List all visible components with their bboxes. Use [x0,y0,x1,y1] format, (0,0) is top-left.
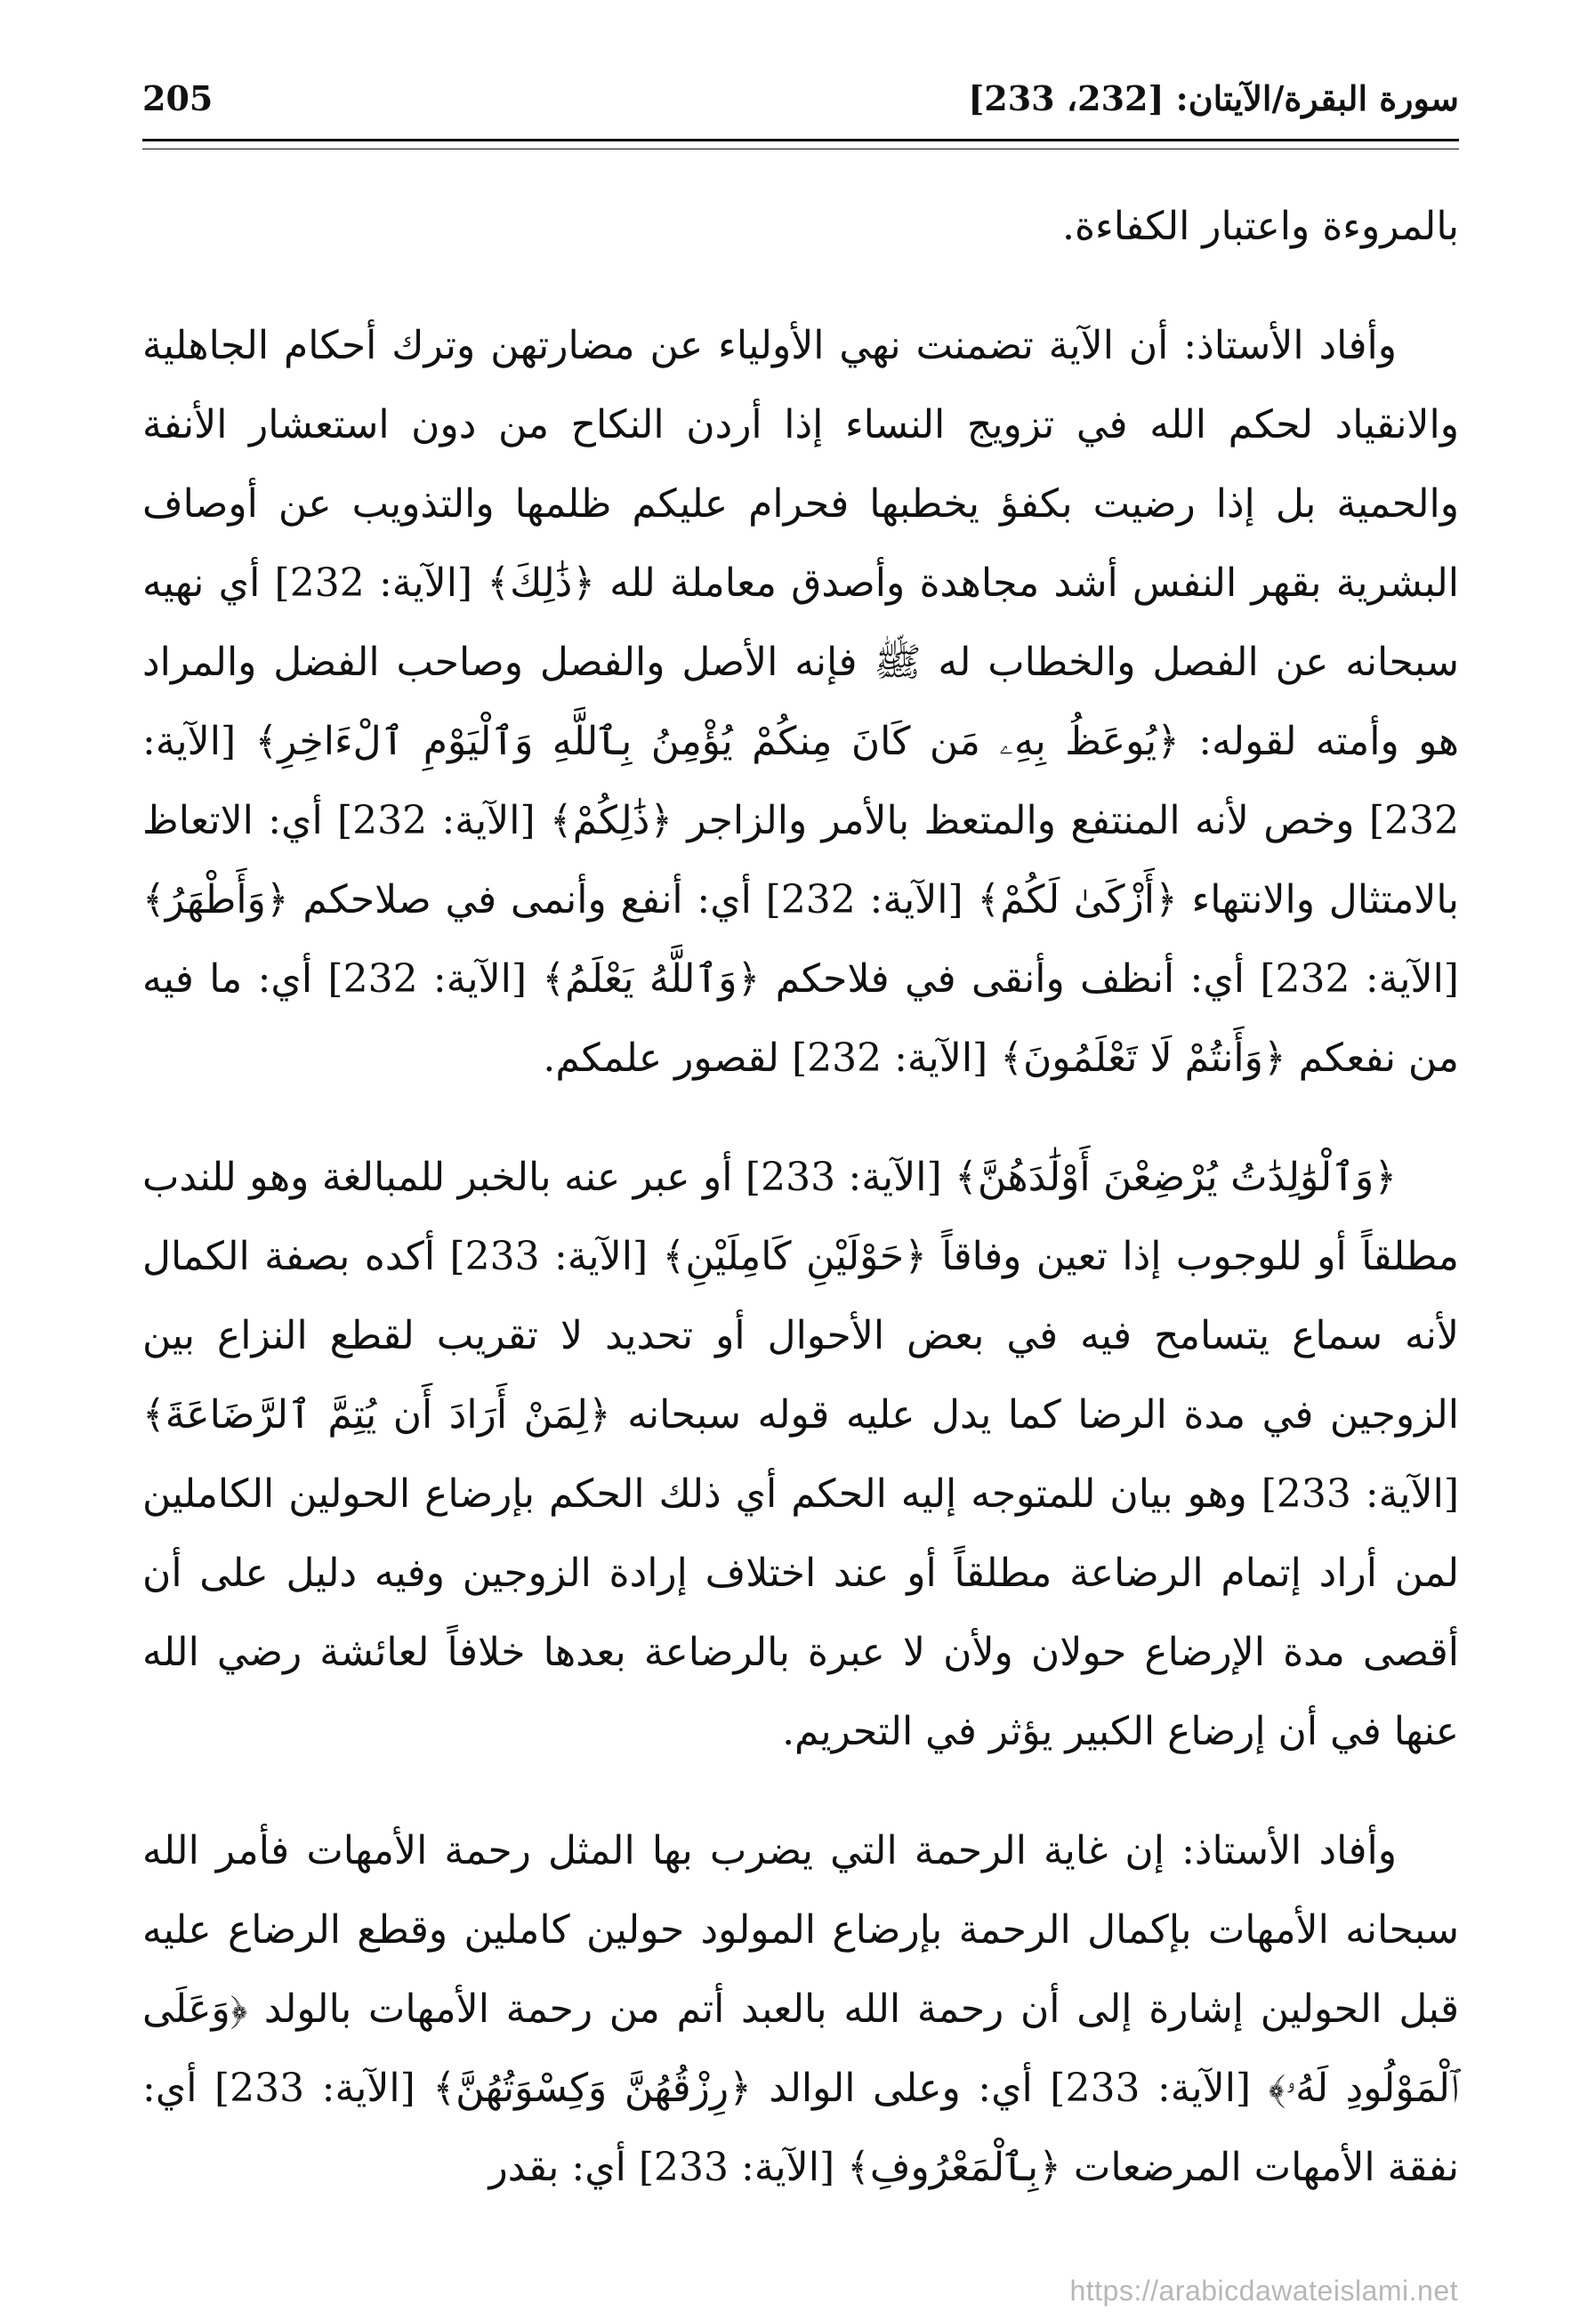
header-divider [142,139,1459,149]
page-header [142,62,1459,125]
page-number: 205 [142,78,214,118]
watermark-url: https://arabicdawateislami.net [1069,2275,1458,2307]
paragraph-3: ﴿وَٱلْوَٰلِدَٰتُ يُرْضِعْنَ أَوْلَٰدَهُنَّ﴾ [الآية: 233] أو عبر عنه بالخبر للمبالغة وهو للندب مطلقاً أو للوجوب إذا تعين وفاقاً ﴿حَوْلَيْنِ كَامِلَيْنِ﴾ [الآية: 233] أكده بصفة الكمال لأنه سماع يتسامح فيه في بعض الأحوال أو تحديد لا تقريب لقطع النزاع بين الزوجين في مدة الرضا كما يدل عليه قوله سبحانه ﴿لِمَنْ أَرَادَ أَن يُتِمَّ ٱلرَّضَاعَةَ﴾ [الآية: 233] وهو بيان للمتوجه إليه الحكم أي ذلك الحكم بإرضاع الحولين الكاملين لمن أراد إتمام الرضاعة مطلقاً أو عند اختلاف إرادة الزوجين وفيه دليل على أن أقصى مدة الإرضاع حولان ولأن لا عبرة بالرضاعة بعدها خلافاً لعائشة رضي الله عنها في أن إرضاع الكبير يؤثر في التحريم. [142,1155,1459,1754]
running-title: سورة البقرة/الآيتان: [232، 233] [968,78,1459,118]
page-content [142,187,1459,2207]
book-page [142,62,1459,2268]
paragraph-1: بالمروءة واعتبار الكفاءة. [1062,204,1459,249]
paragraph-4: وأفاد الأستاذ: إن غاية الرحمة التي يضرب بها المثل رحمة الأمهات فأمر الله سبحانه الأمهات بإكمال الرحمة بإرضاع المولود حولين كاملين وقطع الرضاع عليه قبل الحولين إشارة إلى أن رحمة الله بالعبد أتم من رحمة الأمهات بالولد ﴿وَعَلَى ٱلْمَوْلُودِ لَهُۥ﴾ [الآية: 233] أي: وعلى الوالد ﴿رِزْقُهُنَّ وَكِسْوَتُهُنَّ﴾ [الآية: 233] أي: نفقة الأمهات المرضعات ﴿بِٱلْمَعْرُوفِ﴾ [الآية: 233] أي: بقدر [142,1828,1459,2190]
paragraph-2: وأفاد الأستاذ: أن الآية تضمنت نهي الأولياء عن مضارتهن وترك أحكام الجاهلية والانقياد لحكم الله في تزويج النساء إذا أردن النكاح من دون استعشار الأنفة والحمية بل إذا رضيت بكفؤ يخطبها فحرام عليكم ظلمها والتذويب عن أوصاف البشرية بقهر النفس أشد مجاهدة وأصدق معاملة لله ﴿ذَٰلِكَ﴾ [الآية: 232] أي نهيه سبحانه عن الفصل والخطاب له ﷺ فإنه الأصل والفصل وصاحب الفضل والمراد هو وأمته لقوله: ﴿يُوعَظُ بِهِۦ مَن كَانَ مِنكُمْ يُؤْمِنُ بِٱللَّهِ وَٱلْيَوْمِ ٱلْءَاخِرِ﴾ [الآية: 232] وخص لأنه المنتفع والمتعظ بالأمر والزاجر ﴿ذَٰلِكُمْ﴾ [الآية: 232] أي: الاتعاظ بالامتثال والانتهاء ﴿أَزْكَىٰ لَكُمْ﴾ [الآية: 232] أي: أنفع وأنمى في صلاحكم ﴿وَأَطْهَرُ﴾ [الآية: 232] أي: أنظف وأنقى في فلاحكم ﴿وَٱللَّهُ يَعْلَمُ﴾ [الآية: 232] أي: ما فيه من نفعكم ﴿وَأَنتُمْ لَا تَعْلَمُونَ﴾ [الآية: 232] لقصور علمكم. [142,323,1460,1081]
